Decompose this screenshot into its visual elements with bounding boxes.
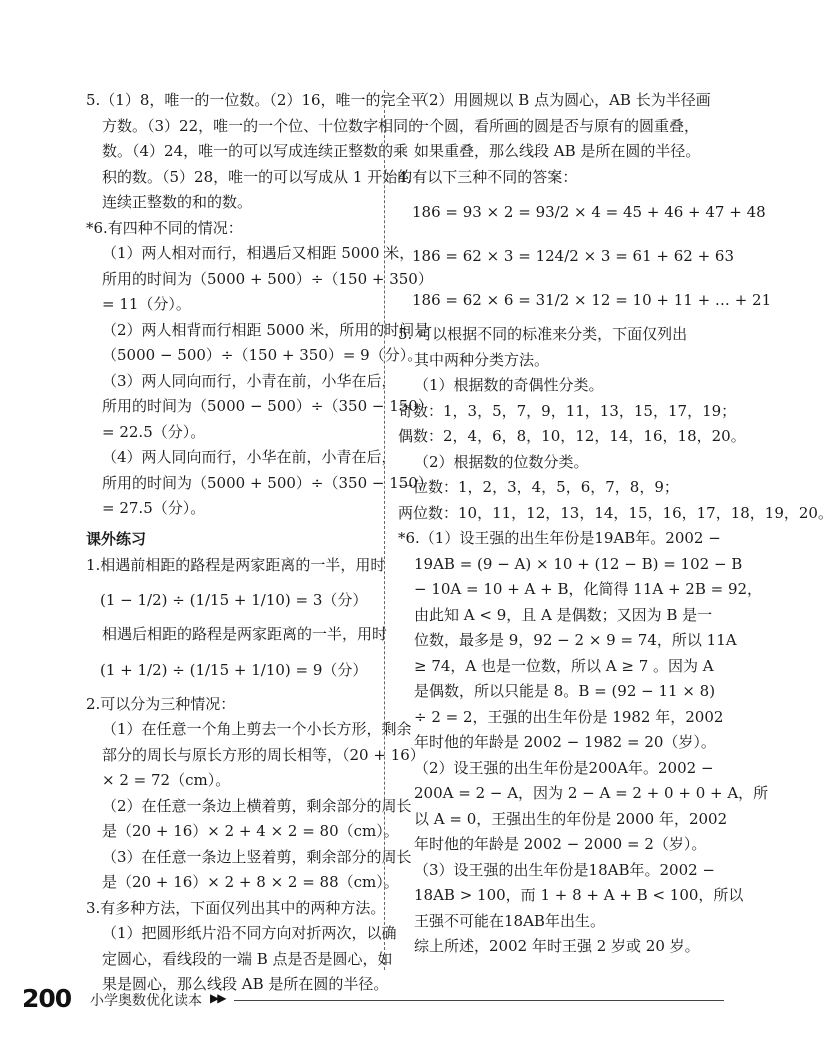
math-formula: 186 = 93 × 2 = 93/2 × 4 = 45 + 46 + 47 + 48 <box>412 203 766 221</box>
text-line: 综上所述，2002 年时王强 2 岁或 20 岁。 <box>414 937 700 955</box>
text-line: 偶数：2，4，6，8，10，12，14，16，18，20。 <box>398 427 746 445</box>
text-line: 积的数。（5）28，唯一的可以写成从 1 开始的 <box>102 167 413 186</box>
text-line: 所用的时间为（5000 + 500）÷（350 − 150） <box>102 473 433 492</box>
text-line: 年时他的年龄是 2002 − 2000 = 2（岁）。 <box>414 835 707 853</box>
text-line: 4.有以下三种不同的答案： <box>398 167 578 186</box>
text-line: 所用的时间为（5000 − 500）÷（350 − 150） <box>102 397 433 415</box>
text-line: （2）两人相背而行相距 5000 米，所用的时间是 <box>102 320 430 339</box>
text-line: 王强不可能在18AB年出生。 <box>414 911 605 930</box>
text-line: 18AB > 100，而 1 + 8 + A + B < 100，所以 <box>414 886 744 904</box>
math-formula: (1 + 1/2) ÷ (1/15 + 1/10) = 9（分） <box>100 660 368 679</box>
text-line: *6.（1）设王强的出生年份是19AB年。2002 − <box>398 529 721 547</box>
text-line: （1）根据数的奇偶性分类。 <box>414 376 604 394</box>
text-line: （1）把圆形纸片沿不同方向对折两次，以确 <box>102 924 397 942</box>
text-line: 果是圆心，那么线段 AB 是所在圆的半径。 <box>102 975 389 993</box>
text-line: （1）在任意一个角上剪去一个小长方形，剩余 <box>102 720 412 738</box>
page-number: 200 <box>22 984 72 1013</box>
text-line: 两位数：10，11，12，13，14，15，16，17，18，19，20。 <box>398 503 833 522</box>
text-line: *6.有四种不同的情况： <box>86 218 243 237</box>
book-title: 小学奥数优化读本 <box>90 993 202 1009</box>
text-line: （2）设王强的出生年份是200A年。2002 − <box>414 758 714 777</box>
text-line: = 27.5（分）。 <box>102 499 206 517</box>
text-line: 3.有多种方法，下面仅列出其中的两种方法。 <box>86 898 386 917</box>
text-line: 连续正整数的和的数。 <box>102 193 253 211</box>
right-column <box>398 88 833 960</box>
text-line: （1）两人相对而行，相遇后又相距 5000 米， <box>102 244 415 262</box>
text-line: 是偶数，所以只能是 8。B = (92 − 11 × 8) <box>414 682 716 700</box>
text-line: 方数。（3）22，唯一的一个位、十位数字相同的 <box>102 116 424 135</box>
text-line: （2）用圆规以 B 点为圆心，AB 长为半径画 <box>414 91 711 109</box>
text-line: （2）在任意一条边上横着剪，剩余部分的周长 <box>102 796 412 815</box>
text-line: 一个圆，看所画的圆是否与原有的圆重叠， <box>414 116 700 135</box>
text-line: 5. 可以根据不同的标准来分类，下面仅列出 <box>398 325 688 343</box>
text-line: 由此知 A < 9，且 A 是偶数；又因为 B 是一 <box>414 605 713 624</box>
text-line: （2）根据数的位数分类。 <box>414 452 589 471</box>
text-line: 1.相遇前相距的路程是两家距离的一半，用时 <box>86 555 386 574</box>
text-line: 相遇后相距的路程是两家距离的一半，用时 <box>102 625 388 643</box>
text-line: 如果重叠，那么线段 AB 是所在圆的半径。 <box>414 142 701 160</box>
text-line: ÷ 2 = 2，王强的出生年份是 1982 年，2002 <box>414 707 724 726</box>
math-formula: 186 = 62 × 3 = 124/2 × 3 = 61 + 62 + 63 <box>412 247 735 265</box>
text-line: 是（20 + 16）× 2 + 4 × 2 = 80（cm）。 <box>102 822 399 840</box>
text-line: 其中两种分类方法。 <box>414 350 550 369</box>
text-line: = 11（分）。 <box>102 295 191 313</box>
page-footer <box>22 984 727 1012</box>
text-line: 年时他的年龄是 2002 − 1982 = 20（岁）。 <box>414 733 716 751</box>
text-line: 5.（1）8，唯一的一位数。（2）16，唯一的完全平 <box>86 91 426 109</box>
text-line: 2.可以分为三种情况： <box>86 694 236 713</box>
text-line: 部分的周长与原长方形的周长相等，（20 + 16） <box>102 745 425 764</box>
text-line: 19AB = (9 − A) × 10 + (12 − B) = 102 − B <box>414 554 743 573</box>
left-column <box>86 88 433 998</box>
text-line: 位数，最多是 9，92 − 2 × 9 = 74，所以 11A <box>414 631 737 649</box>
text-line: 是（20 + 16）× 2 + 8 × 2 = 88（cm）。 <box>102 873 399 891</box>
text-line: = 22.5（分）。 <box>102 422 206 441</box>
math-formula: 186 = 62 × 6 = 31/2 × 12 = 10 + 11 + … + 21 <box>412 291 772 309</box>
text-line: 定圆心，看线段的一端 B 点是否是圆心，如 <box>102 949 393 968</box>
arrow-icon: ▶▶ <box>210 991 225 1005</box>
text-line: 以 A = 0，王强出生的年份是 2000 年，2002 <box>414 809 728 828</box>
text-line: − 10A = 10 + A + B，化简得 11A + 2B = 92， <box>414 580 763 598</box>
text-line: （3）在任意一条边上竖着剪，剩余部分的周长 <box>102 847 412 866</box>
column-divider <box>384 90 385 970</box>
text-line: × 2 = 72（cm）。 <box>102 771 231 789</box>
footer-rule <box>234 1000 724 1001</box>
text-line: （5000 − 500）÷（150 + 350）= 9（分）。 <box>102 346 423 364</box>
text-line: 奇数：1，3，5，7，9，11，13，15，17，19； <box>398 401 737 420</box>
text-line: （4）两人同向而行，小华在前，小青在后， <box>102 448 397 466</box>
text-line: （3）两人同向而行，小青在前，小华在后， <box>102 371 397 390</box>
text-line: 数。（4）24，唯一的可以写成连续正整数的乘 <box>102 142 409 160</box>
text-line: （3）设王强的出生年份是18AB年。2002 − <box>414 860 715 879</box>
math-formula: (1 − 1/2) ÷ (1/15 + 1/10) = 3（分） <box>100 591 368 609</box>
text-line: ≥ 74，A 也是一位数，所以 A ≥ 7 。因为 A <box>414 656 714 675</box>
text-line: 一位数：1，2，3，4，5，6，7，8，9； <box>398 478 679 496</box>
text-line: 所用的时间为（5000 + 500）÷（150 + 350） <box>102 269 433 288</box>
text-line: 200A = 2 − A，因为 2 − A = 2 + 0 + 0 + A，所 <box>414 784 769 802</box>
section-heading: 课外练习 <box>86 529 147 548</box>
